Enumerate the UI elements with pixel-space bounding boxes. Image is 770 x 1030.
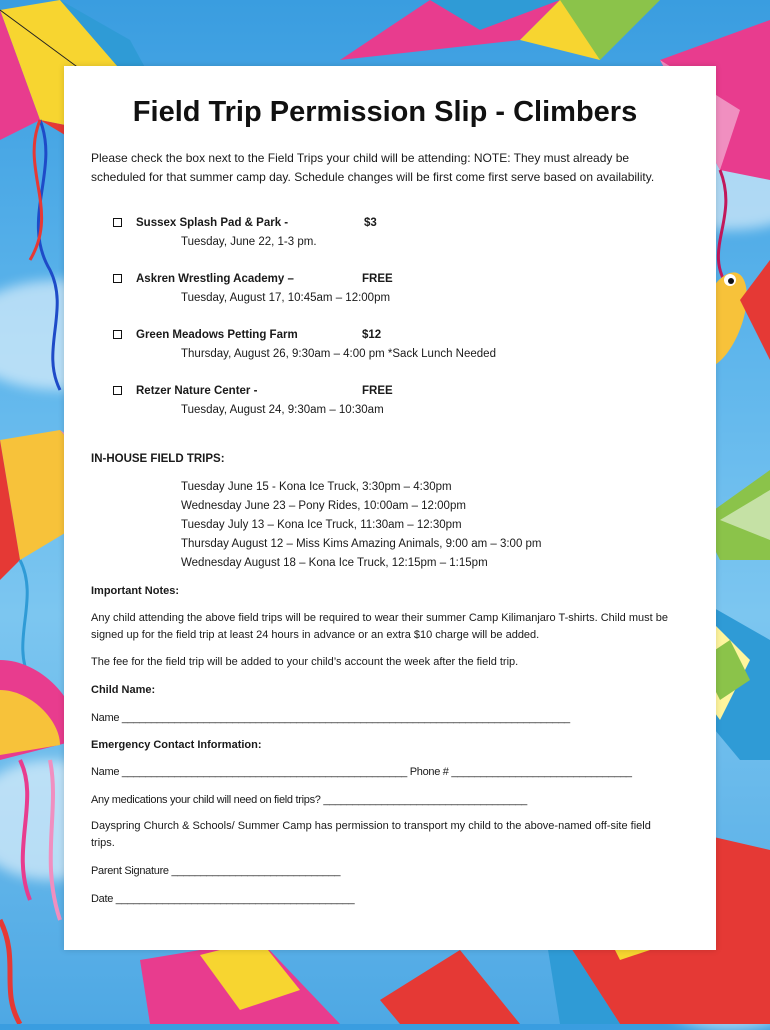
- trip-date: Thursday, August 26, 9:30am – 4:00 pm *Sack Lunch Needed: [181, 348, 496, 360]
- trip-date: Tuesday, June 22, 1-3 pm.: [181, 236, 317, 248]
- trip-checkbox[interactable]: [113, 330, 122, 339]
- trip-name: Retzer Nature Center -: [136, 385, 258, 397]
- parent-signature-field[interactable]: Parent Signature _____________________________: [91, 865, 341, 877]
- trip-price: FREE: [362, 273, 393, 285]
- trip-name: Askren Wrestling Academy –: [136, 273, 294, 285]
- note-fee: The fee for the field trip will be added to your child’s account the week after the field trip.: [91, 656, 519, 668]
- medications-field[interactable]: Any medications your child will need on field trips? ___________________________________: [91, 794, 527, 806]
- child-name-field[interactable]: Name _____________________________________________________________________________: [91, 712, 570, 724]
- trip-date: Tuesday, August 24, 9:30am – 10:30am: [181, 404, 384, 416]
- trip-date: Tuesday, August 17, 10:45am – 12:00pm: [181, 292, 391, 304]
- page-title: Field Trip Permission Slip - Climbers: [132, 96, 638, 128]
- trip-name: Sussex Splash Pad & Park -: [136, 217, 289, 229]
- trip-checkbox[interactable]: [113, 274, 122, 283]
- intro-text: Please check the box next to the Field Trips your child will be attending: NOTE: They must already be scheduled for that summer camp day. Schedule changes will be first come first serve based on availability.: [91, 151, 655, 184]
- notes-heading: Important Notes:: [91, 585, 179, 597]
- trip-checkbox[interactable]: [113, 386, 122, 395]
- trip-price: $3: [364, 217, 377, 229]
- inhouse-heading: IN-HOUSE FIELD TRIPS:: [91, 453, 225, 465]
- emergency-contact-field[interactable]: Name _________________________________________________ Phone # _______________________________: [91, 766, 632, 778]
- child-heading: Child Name:: [91, 684, 156, 696]
- permission-text: Dayspring Church & Schools/ Summer Camp has permission to transport my child to the above-named off-site field trips.: [91, 820, 651, 849]
- trip-name: Green Meadows Petting Farm: [136, 329, 298, 341]
- trip-checkbox[interactable]: [113, 218, 122, 227]
- date-field[interactable]: Date _________________________________________: [91, 893, 355, 905]
- emergency-heading: Emergency Contact Information:: [91, 739, 262, 751]
- inhouse-trip: Tuesday July 13 – Kona Ice Truck, 11:30am – 12:30pm: [181, 519, 462, 531]
- inhouse-trip: Thursday August 12 – Miss Kims Amazing Animals, 9:00 am – 3:00 pm: [181, 538, 542, 550]
- inhouse-trip: Wednesday June 23 – Pony Rides, 10:00am – 12:00pm: [181, 500, 466, 512]
- note-tshirt: Any child attending the above field trips will be required to wear their summer Camp Kilimanjaro T-shirts. Child must be signed up for the field trip at least 24 hours in advance or an extra $10 charge will be added.: [91, 612, 668, 641]
- trip-price: $12: [362, 329, 382, 341]
- inhouse-trip: Tuesday June 15 - Kona Ice Truck, 3:30pm – 4:30pm: [181, 481, 452, 493]
- inhouse-trip: Wednesday August 18 – Kona Ice Truck, 12:15pm – 1:15pm: [181, 557, 488, 569]
- trip-price: FREE: [362, 385, 393, 397]
